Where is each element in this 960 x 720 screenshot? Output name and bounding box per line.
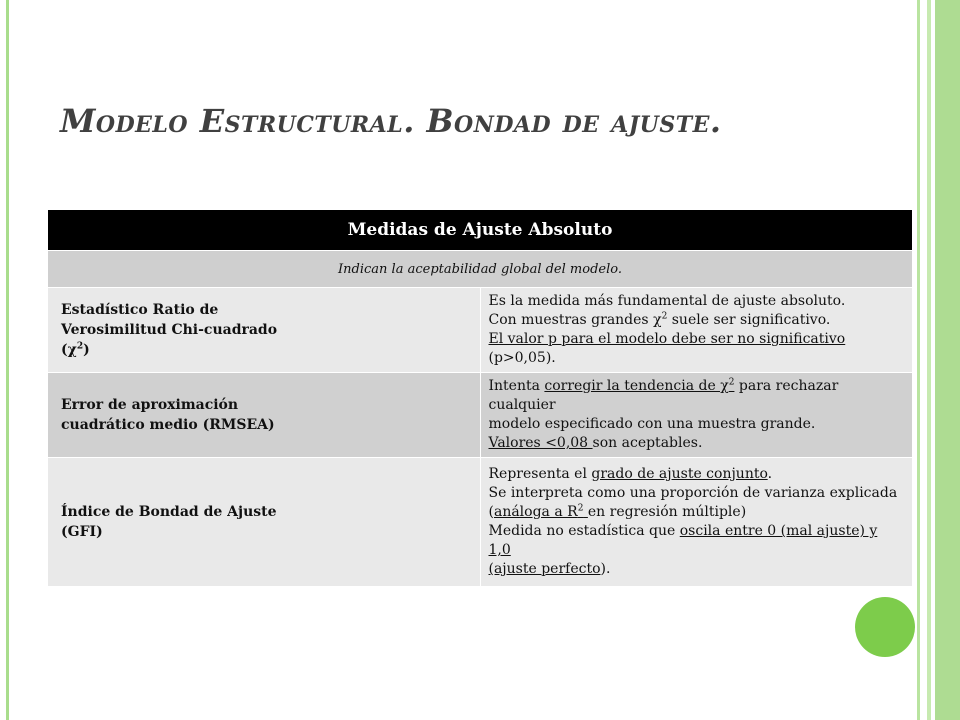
desc-text: (p>0,05). <box>488 350 556 366</box>
desc-underlined: Valores <0,08 <box>488 435 593 451</box>
table-row <box>48 373 913 458</box>
superscript: 2 <box>661 311 668 322</box>
term-chi-square <box>48 288 481 373</box>
left-frame-stripe <box>6 0 9 720</box>
right-frame-stripes <box>917 0 960 720</box>
slide-title: Modelo Estructural. Bondad de ajuste. <box>60 102 722 140</box>
superscript: 2 <box>728 377 735 388</box>
desc-text: suele ser significativo. <box>667 312 831 328</box>
term-line: Error de aproximación <box>61 397 239 413</box>
desc-line <box>489 560 905 579</box>
table-header-row <box>48 210 913 251</box>
term-gfi <box>48 458 481 587</box>
desc-line <box>489 311 905 330</box>
term-line: Índice de Bondad de Ajuste <box>61 504 277 520</box>
fit-measures-table <box>47 209 913 587</box>
desc-text: para rechazar cualquier <box>488 378 839 413</box>
desc-text: Intenta <box>488 378 545 394</box>
desc-text: son aceptables. <box>592 435 703 451</box>
superscript: 2 <box>577 503 584 514</box>
table-subheader-row <box>48 251 913 288</box>
desc-line: modelo especificado con una muestra grande. <box>488 416 816 432</box>
table-header: Medidas de Ajuste Absoluto <box>48 210 913 251</box>
desc-underlined: oscila entre 0 (mal ajuste) y 1,0 <box>488 523 878 558</box>
desc-rmsea <box>480 373 913 458</box>
table-row <box>48 458 913 587</box>
desc-text: Medida no estadística que <box>488 523 680 539</box>
term-rmsea <box>48 373 481 458</box>
desc-chi-square <box>480 288 913 373</box>
desc-line <box>489 377 905 415</box>
desc-underlined <box>494 504 588 520</box>
term-line: cuadrático medio (RMSEA) <box>61 417 275 433</box>
term-symbol: (χ <box>61 342 77 358</box>
desc-text: . <box>767 466 773 482</box>
desc-line: Es la medida más fundamental de ajuste absoluto. <box>488 293 846 309</box>
desc-line <box>489 434 905 453</box>
desc-text: Representa el <box>488 466 592 482</box>
term-line: Estadístico Ratio de <box>61 302 219 318</box>
desc-line: Se interpreta como una proporción de varianza explicada <box>488 485 898 501</box>
desc-underlined: grado de ajuste conjunto <box>591 466 768 482</box>
desc-line <box>489 503 905 522</box>
desc-gfi <box>480 458 913 587</box>
desc-line <box>489 465 905 484</box>
desc-text: Con muestras grandes χ <box>488 312 662 328</box>
desc-text: en regresión múltiple) <box>587 504 747 520</box>
desc-line <box>489 522 905 560</box>
desc-text: corregir la tendencia de χ <box>544 378 729 394</box>
green-accent-circle <box>855 597 915 657</box>
term-line: (GFI) <box>61 524 103 540</box>
desc-underlined: (ajuste perfecto <box>488 561 601 577</box>
desc-line <box>489 330 905 368</box>
superscript: 2 <box>76 341 84 352</box>
desc-text: ( <box>488 504 494 520</box>
desc-underlined: El valor p para el modelo debe ser no significativo <box>488 331 846 347</box>
term-line: Verosimilitud Chi-cuadrado <box>61 322 278 338</box>
table-row <box>48 288 913 373</box>
term-symbol-close: ) <box>83 342 90 358</box>
desc-text: análoga a R <box>493 504 578 520</box>
desc-underlined <box>544 378 734 394</box>
desc-text: ). <box>600 561 611 577</box>
table-subheader: Indican la aceptabilidad global del modelo. <box>48 251 913 288</box>
